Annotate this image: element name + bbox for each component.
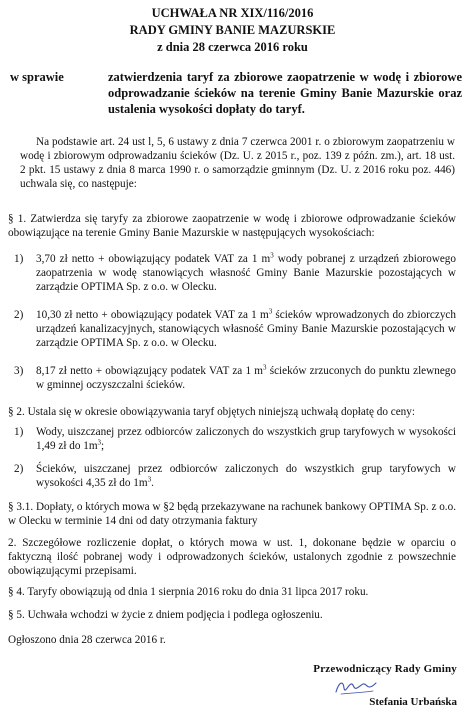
section-2-item-1 — [8, 425, 456, 453]
item-number: 3) — [14, 365, 24, 377]
item-number: 2) — [14, 309, 24, 321]
subject-text: zatwierdzenia taryf za zbiorowe zaopatrzenie w wodę i zbiorowe odprowadzanie ścieków na terenie Gminy Banie Mazurskie oraz ustalenia wysokości dopłaty do taryf. — [108, 70, 462, 116]
resolution-number: UCHWAŁA NR XIX/116/2016 — [151, 6, 314, 20]
section-3-1-text: § 3.1. Dopłaty, o których mowa w §2 będą przekazywane na rachunek bankowy OPTIMA Sp. z o.o. w Olecku w terminie 14 dni od daty otrzymania faktury — [8, 501, 456, 527]
section-1-item-2 — [8, 308, 456, 350]
announcement-date: Ogłoszono dnia 28 czerwca 2016 r. — [8, 634, 166, 646]
signature-block — [277, 663, 457, 708]
item-number: 2) — [14, 463, 24, 475]
section-1-item-1 — [8, 252, 456, 294]
subject — [10, 69, 462, 117]
signatory-name: Stefania Urbańska — [369, 696, 457, 708]
item-text: Wody, uiszczanej przez odbiorców zaliczonych do wszystkich grup taryfowych w wysokości 1,49 zł do $1m^3$; — [36, 426, 456, 452]
item-text: 10,30 zł netto + obowiązujący podatek VAT za 1 $m^3$ ścieków wprowadzonych do zbiorczych urządzeń kanalizacyjnych, stanowiących własność Gminy Banie Mazurskie pozostających w zarządzie OPTIMA Sp. z o.o. w Olecku. — [36, 307, 456, 349]
section-2-item-2 — [8, 462, 456, 490]
item-text: 3,70 zł netto + obowiązujący podatek VAT za 1 $m^3$ wody pobranej z urządzeń zbiorowego zaopatrzenia w wodę stanowiących własność Gminy Banie Mazurskie pozostających w zarządzie OPTIMA Sp. z o.o. w Olecku. — [36, 251, 456, 293]
item-number: 1) — [14, 426, 24, 438]
section-5-text: § 5. Uchwała wchodzi w życie z dniem podjęcia i podlega ogłoszeniu. — [8, 609, 323, 621]
section-2-text: § 2. Ustala się w okresie obowiązywania taryf objętych niniejszą uchwałą dopłatę do ceny: — [8, 406, 415, 418]
section-4-text: § 4. Taryfy obowiązują od dnia 1 sierpnia 2016 roku do dnia 31 lipca 2017 roku. — [8, 586, 369, 598]
item-number: 1) — [14, 253, 24, 265]
section-1-item-3 — [8, 364, 456, 392]
section-1-text: § 1. Zatwierdza się taryfy za zbiorowe zaopatrzenie w wodę i zbiorowe odprowadzanie ścieków obowiązujące na terenie Gminy Banie Mazurskie w następujących wysokościach: — [8, 213, 456, 239]
council-name: RADY GMINY BANIE MAZURSKIE — [129, 23, 336, 37]
legal-basis-paragraph: Na podstawie art. 24 ust l, 5, 6 ustawy z dnia 7 czerwca 2001 r. o zbiorowym zaopatrzeniu w wodę i zbiorowym odprowadzaniu ścieków (Dz. U. z 2015 r., poz. 139 z późn. zm.), art. 18 ust. 2 pkt. 15 ustawy z dnia 8 marca 1990 r. o samorządzie gminnym (Dz. U. z 2016 roku poz. 446) uchwala się, co następuje: — [20, 136, 455, 190]
subject-prefix: w sprawie — [10, 70, 64, 84]
handwritten-signature — [333, 676, 379, 698]
item-text: 8,17 zł netto + obowiązujący podatek VAT za 1 $m^3$ ścieków zrzuconych do punktu zlewnego w gminnej oczyszczalni ścieków. — [36, 363, 456, 391]
resolution-date: z dnia 28 czerwca 2016 roku — [157, 40, 308, 54]
section-3-2-text: 2. Szczegółowe rozliczenie dopłat, o których mowa w ust. 1, dokonane będzie w oparciu o faktyczną ilość pobranej wody i odprowadzonych ścieków, ustalonych zgodnie z powszechnie obowiązującymi przepisami. — [8, 537, 456, 577]
item-text: Ścieków, uiszczanej przez odbiorców zaliczonych do wszystkich grup taryfowych w wysokości 4,35 zł do $1m^3$. — [36, 463, 456, 489]
signatory-title: Przewodniczący Rady Gminy — [313, 663, 457, 675]
